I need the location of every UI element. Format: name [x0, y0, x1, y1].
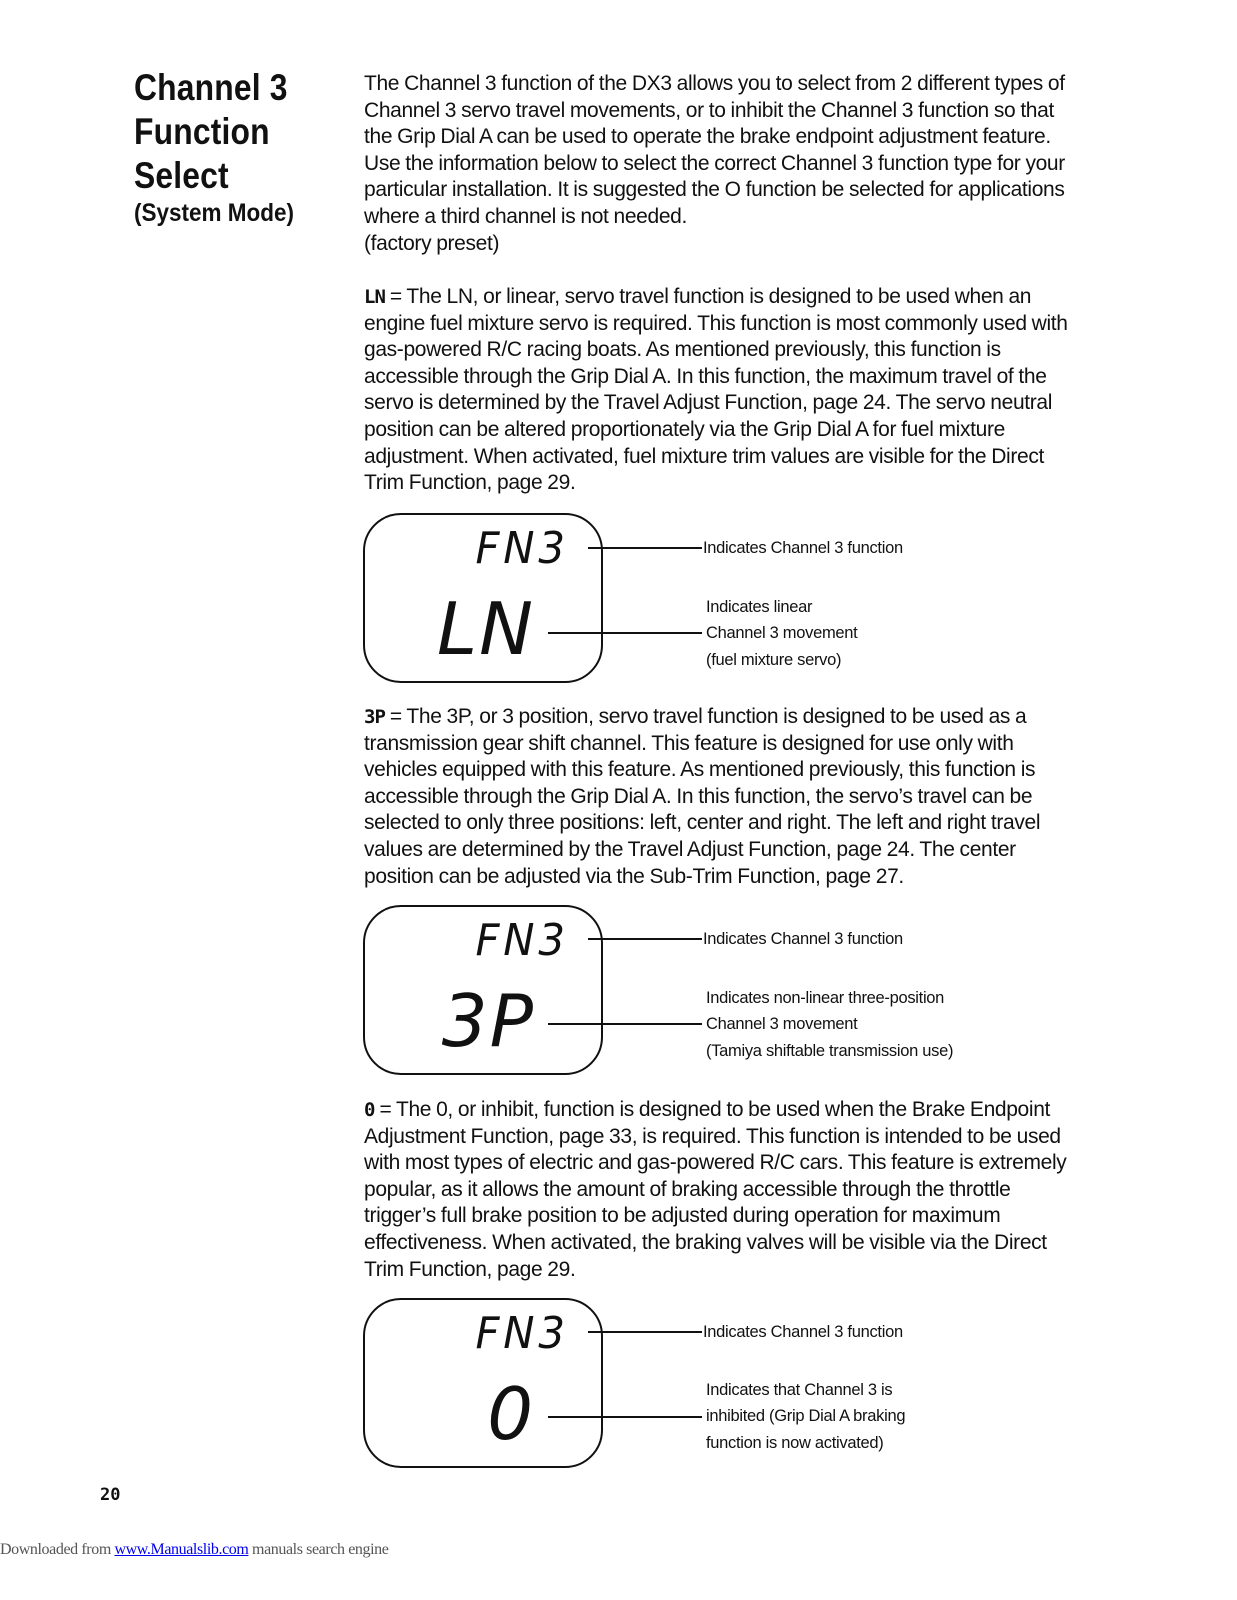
3p-display-diagram	[362, 905, 982, 1077]
ln-symbol: LN	[364, 286, 385, 308]
lcd-screen	[363, 513, 603, 683]
lcd-function-code: FN3	[475, 1308, 569, 1359]
label-detail-3: function is now activated)	[706, 1434, 884, 1452]
inhibit-display-diagram	[362, 1298, 982, 1470]
manualslib-link[interactable]: www.Manualslib.com	[114, 1541, 249, 1558]
ln-description: = The LN, or linear, servo travel function is designed to be used when an engine fuel mixture servo is required. This function is most commonly used with gas-powered R/C racing boats. As mentioned previously, this function is accessible through the Grip Dial A. In this function, the maximum travel of the servo is determined by the Travel Adjust Function, page 24. The servo neutral position can be altered proportionately via the Grip Dial A for fuel mixture adjustment. When activated, fuel mixture trim values are visible for the Direct Trim Function, page 29.	[364, 285, 1068, 495]
label-detail-1: Indicates non-linear three-position	[706, 989, 945, 1007]
label-detail-3: (fuel mixture servo)	[706, 651, 842, 669]
leader-line	[588, 547, 702, 549]
3p-paragraph	[364, 704, 1084, 890]
heading-line-2: Function	[134, 111, 270, 152]
heading-line-3: Select	[134, 155, 229, 196]
footer-suffix: manuals search engine	[248, 1541, 389, 1558]
label-detail-2: Channel 3 movement	[706, 1015, 858, 1033]
leader-line	[588, 1331, 702, 1333]
label-detail-1: Indicates that Channel 3 is	[706, 1381, 893, 1399]
download-footer	[0, 1541, 388, 1559]
lcd-screen	[363, 1298, 603, 1468]
lcd-value: 0	[487, 1372, 535, 1456]
lcd-screen	[363, 905, 603, 1075]
label-detail-1: Indicates linear	[706, 598, 813, 616]
inhibit-paragraph	[364, 1097, 1084, 1283]
section-heading	[134, 66, 354, 228]
3p-symbol: 3P	[364, 706, 385, 728]
label-detail-3: (Tamiya shiftable transmission use)	[706, 1042, 954, 1060]
heading-subtitle: (System Mode)	[134, 199, 295, 227]
footer-prefix: Downloaded from	[0, 1541, 115, 1558]
label-detail-2: Channel 3 movement	[706, 624, 858, 642]
label-channel-3-function: Indicates Channel 3 function	[703, 930, 903, 948]
3p-description: = The 3P, or 3 position, servo travel function is designed to be used as a transmission gear shift channel. This feature is designed for use only with vehicles equipped with this feature. As mentioned previously, this function is accessible through the Grip Dial A. In this function, the servo’s travel can be selected to only three positions: left, center and right. The left and right travel values are determined by the Travel Adjust Function, page 24. The center position can be adjusted via the Sub-Trim Function, page 27.	[364, 705, 1041, 888]
inhibit-symbol: 0	[364, 1099, 375, 1121]
lcd-function-code: FN3	[475, 915, 569, 966]
label-channel-3-function: Indicates Channel 3 function	[703, 1323, 903, 1341]
lcd-value: 3P	[441, 979, 535, 1063]
leader-line	[548, 1416, 702, 1418]
ln-paragraph	[364, 284, 1084, 497]
inhibit-description: = The 0, or inhibit, function is designed to be used when the Brake Endpoint Adjustment Function, page 33, is required. This function is intended to be used with most types of electric and gas-powered R/C cars. This feature is extremely popular, as it allows the amount of braking accessible through the throttle trigger’s full brake position to be adjusted during operation for maximum effectiveness. When activated, the braking valves will be visible via the Direct Trim Function, page 29.	[364, 1098, 1067, 1281]
ln-display-diagram	[362, 513, 982, 685]
lcd-function-code: FN3	[475, 523, 569, 574]
heading-line-1: Channel 3	[134, 67, 288, 108]
leader-line	[548, 1023, 702, 1025]
leader-line	[588, 938, 702, 940]
lcd-value: LN	[437, 587, 535, 671]
page-number: 20	[100, 1485, 121, 1505]
label-detail-2: inhibited (Grip Dial A braking	[706, 1407, 906, 1425]
intro-paragraph: The Channel 3 function of the DX3 allows you to select from 2 different types of Channel 3 servo travel movements, or to inhibit the Channel 3 function so that the Grip Dial A can be used to operate the brake endpoint adjustment feature. Use the information below to select the correct Channel 3 function type for your particular installation. It is suggested the O function be selected for applications where a third channel is not needed.	[364, 72, 1065, 228]
factory-preset-note: (factory preset)	[364, 232, 500, 255]
leader-line	[548, 632, 702, 634]
label-channel-3-function: Indicates Channel 3 function	[703, 539, 903, 557]
